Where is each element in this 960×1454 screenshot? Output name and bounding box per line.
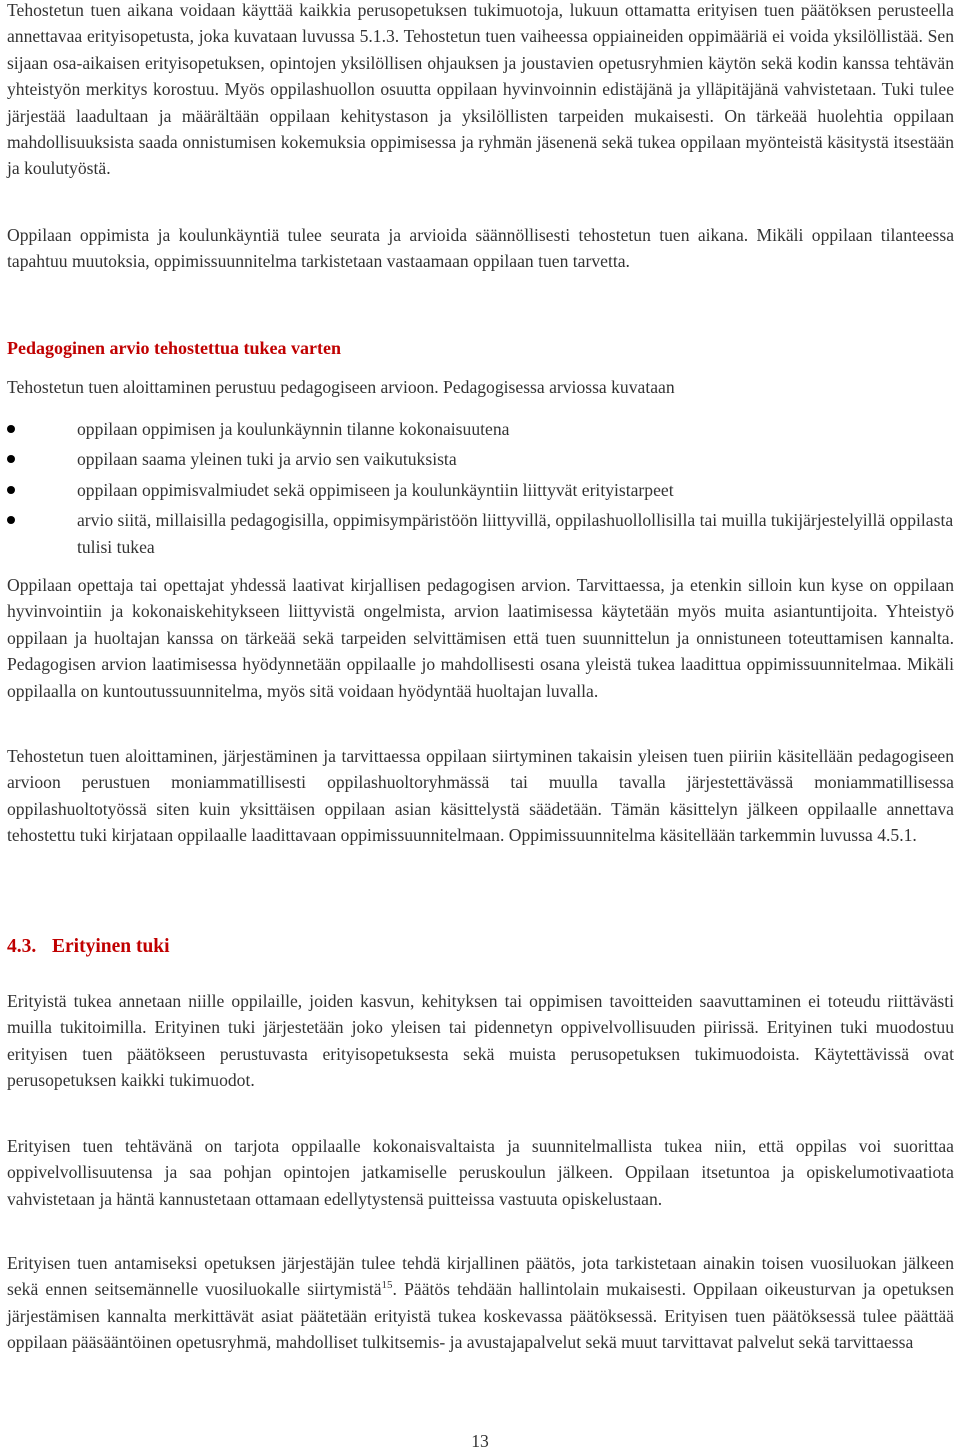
bullet-icon: [7, 455, 15, 463]
paragraph-arvion-laatiminen: Oppilaan opettaja tai opettajat yhdessä laativat kirjallisen pedagogisen arvion. Tarvittaessa, ja etenkin silloin kun kyse on oppilaan hyvinvointiin ja kokonaiskehitykseen liittyvistä ongelmista, arvion laatimisessa käytetään myös muita asiantuntijoita. Yhteistyö oppilaan ja huoltajan kanssa on tärkeää sekä tarpeiden selvittämisen että tuen suunnittelun ja onnistuneen toteuttamisen kannalta. Pedagogisen arvion laatimisessa hyödynnetään oppilaalle jo mahdollisesti osana yleistä tukea laadittua oppimissuunnitelmaa. Mikäli oppilaalla on kuntoutussuunnitelma, myös sitä voidaan hyödyntää huoltajan luvalla.: [7, 575, 954, 701]
paragraph-erityisen-tuen-tehtava: Erityisen tuen tehtävänä on tarjota oppilaalle kokonaisvaltaista ja suunnitelmallista tukea niin, että oppilas voi suorittaa oppivelvollisuutensa ja saa pohjan opintojen jatkamiselle peruskoulun jälkeen. Oppilaan itsetuntoa ja opiskelumotivaatiota vahvistetaan ja häntä kannustetaan ottamaan edellytystensä puitteissa vastuuta opiskelustaan.: [7, 1136, 954, 1209]
paragraph-text: . Päätös tehdään hallintolain mukaisesti. Oppilaan oikeusturvan ja opetuksen järjestämisen kannalta merkittävät asiat päätetään erityistä tukea koskevassa päätöksessä. Erityisen tuen päätöksessä tulee päättää oppilaan pääsääntöinen opetusryhmä, mahdolliset tulkitsemis- ja avustajapalvelut sekä muut tarvittavat palvelut sekä tarvittaessa: [7, 1279, 955, 1353]
footnote-reference[interactable]: 15: [381, 1279, 393, 1292]
list-item-text: oppilaan saama yleinen tuki ja arvio sen vaikutuksista: [77, 449, 457, 470]
subheading-pedagoginen-arvio: Pedagoginen arvio tehostettua tukea varten: [7, 338, 341, 358]
paragraph-seuranta: Oppilaan oppimista ja koulunkäyntiä tulee seurata ja arvioida säännöllisesti tehostetun tuen aikana. Mikäli oppilaan tilanteessa tapahtuu muutoksia, oppimissuunnitelma tarkistetaan vastaamaan oppilaan tuen tarvetta.: [7, 225, 954, 272]
paragraph-kasittely: Tehostetun tuen aloittaminen, järjestäminen ja tarvittaessa oppilaan siirtyminen takaisin yleisen tuen piiriin käsitellään pedagogiseen arvioon perustuen moniammatillisesti oppilashuoltoryhmässä tai muulla tavalla järjestettävässä moniammatillisessa oppilashuoltotyössä siten kuin yksittäisen oppilaan asian käsittelystä säädetään. Tämän käsittelyn jälkeen oppilaalle annettava tehostettu tuki kirjataan oppilaalle laadittavaan oppimissuunnitelmaan. Oppimissuunnitelma käsitellään tarkemmin luvussa 4.5.1.: [7, 746, 954, 846]
list-item: [7, 477, 954, 503]
list-item-text: arvio siitä, millaisilla pedagogisilla, oppimisympäristöön liittyvillä, oppilashuollollisilla tai muilla tukijärjestelyillä oppilasta tulisi tukea: [77, 510, 954, 557]
paragraph-text: Erityisen tuen antamiseksi opetuksen järjestäjän tulee tehdä kirjallinen päätös, jota tarkistetaan ainakin toisen vuosiluokan jälkeen sekä ennen seitsemännelle vuosiluokalle siirtymistä: [7, 1253, 954, 1300]
list-item: [7, 507, 954, 560]
section-number: 4.3.: [7, 936, 37, 957]
list-item: [7, 416, 954, 442]
section-heading-erityinen-tuki: [7, 936, 170, 958]
list-item-text: oppilaan oppimisen ja koulunkäynnin tilanne kokonaisuutena: [77, 419, 510, 439]
bullet-icon: [7, 516, 15, 524]
paragraph-tehostettu-tuki-tukimuodot: Tehostetun tuen aikana voidaan käyttää kaikkia perusopetuksen tukimuotoja, lukuun ottamatta erityisen tuen päätöksen perusteella annettavaa erityisopetusta, joka kuvataan luvussa 5.1.3. Tehostetun tuen vaiheessa oppiaineiden oppimääriä ei voida yksilöllistää. Sen sijaan osa-aikaisen erityisopetuksen, opintojen yksilöllisen ohjauksen ja joustavien opetusryhmien käytön sekä kodin kanssa tehtävän yhteistyön merkitys korostuu. Myös oppilashuollon osuutta oppilaan hyvinvoinnin edistäjänä ja ylläpitäjänä vahvistetaan. Tuki tulee järjestää laadultaan ja määrältään oppilaan kehitystason ja yksilöllisten tarpeiden mukaisesti. On tärkeää huolehtia oppilaan mahdollisuuksista saada onnistumisen kokemuksia oppimisessa ja ryhmän jäsenenä sekä tukea oppilaan myönteistä käsitystä itsestään ja koulutyöstä.: [7, 0, 954, 179]
paragraph-arvio-intro: Tehostetun tuen aloittaminen perustuu pedagogiseen arvioon. Pedagogisessa arviossa kuvataan: [7, 377, 675, 397]
paragraph-erityinen-tuki-maaritelma: Erityistä tukea annetaan niille oppilaille, joiden kasvun, kehityksen tai oppimisen tavoitteiden saavuttaminen ei toteudu riittävästi muilla tukitoimilla. Erityinen tuki järjestetään joko yleisen tai pidennetyn oppivelvollisuuden piirissä. Erityinen tuki muodostuu erityisen tuen päätökseen perustuvasta erityisopetuksesta sekä muista perusopetuksen tukimuodoista. Käytettävissä ovat perusopetuksen kaikki tukimuodot.: [7, 991, 954, 1091]
list-item: [7, 446, 954, 472]
page-number: 13: [471, 1431, 489, 1451]
bullet-icon: [7, 486, 15, 494]
section-title: Erityinen tuki: [52, 936, 170, 957]
list-item-text: oppilaan oppimisvalmiudet sekä oppimiseen ja koulunkäyntiin liittyvät erityistarpeet: [77, 479, 674, 500]
bullet-list: [7, 416, 954, 564]
paragraph-erityisen-tuen-paatos: [7, 1250, 954, 1356]
bullet-icon: [7, 425, 15, 433]
